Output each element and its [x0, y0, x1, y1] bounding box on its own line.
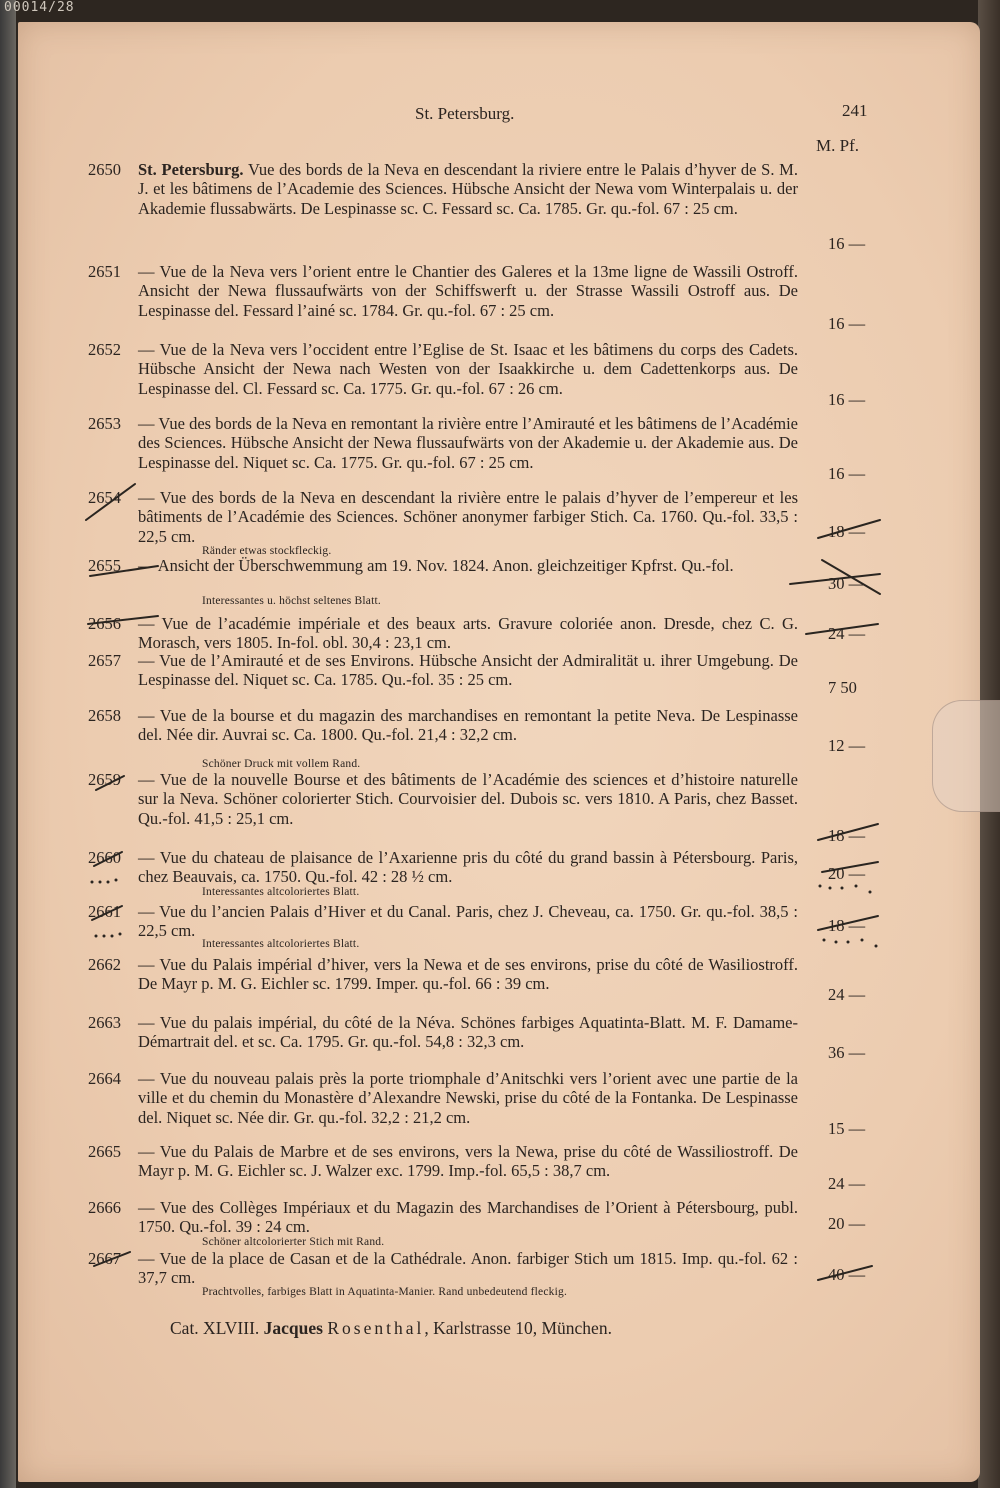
lot-price: 40 —	[828, 1265, 866, 1284]
lot-note: Schöner Druck mit vollem Rand.	[202, 758, 361, 770]
lot-note: Ränder etwas stockfleckig.	[202, 545, 332, 557]
lot-price: 24 —	[828, 624, 866, 643]
firm-last-name: Rosenthal	[327, 1318, 425, 1338]
lot-description: — Vue de la Neva vers l’orient entre le Chantier des Galeres et la 13me ligne de Wassili Ostroff. Ansicht der Newa flussaufwärts von der Schiffswerft u. der Strasse Wassili Ostroff aus. De Lespinasse del. Fessard l’ainé sc. 1784. Gr. qu.-fol. 67 : 25 cm.	[138, 262, 798, 320]
lot-number: 2656	[88, 614, 121, 633]
lot-note: Schöner altcolorierter Stich mit Rand.	[202, 1236, 385, 1248]
lot-price: 16 —	[828, 390, 866, 409]
lot-description: — Vue du Palais impérial d’hiver, vers la Newa et de ses environs, prise du côté de Wasiliostroff. De Mayr p. M. G. Eichler sc. 1799. Imper. qu.-fol. 66 : 39 cm.	[138, 955, 798, 994]
lot-number: 2658	[88, 706, 121, 725]
lot-description: — Vue du l’ancien Palais d’Hiver et du Canal. Paris, chez J. Cheveau, ca. 1750. Gr. qu.-fol. 38,5 : 22,5 cm.	[138, 902, 798, 941]
lot-number: 2665	[88, 1142, 121, 1161]
lot-description	[138, 160, 798, 218]
lot-price: 16 —	[828, 464, 866, 483]
lot-description: — Vue du palais impérial, du côté de la Néva. Schönes farbiges Aquatinta-Blatt. M. F. Damame-Démartrait del. et sc. Ca. 1795. Gr. qu.-fol. 54,8 : 32,3 cm.	[138, 1013, 798, 1052]
book-spine	[0, 0, 16, 1488]
lot-description: — Vue des Collèges Impériaux et du Magazin des Marchandises de l’Orient à Pétersbourg, publ. 1750. Qu.-fol. 39 : 24 cm.	[138, 1198, 798, 1237]
lot-price: 24 —	[828, 1174, 866, 1193]
lot-price: 18 —	[828, 916, 866, 935]
lot-price: 16 —	[828, 234, 866, 253]
lot-number: 2655	[88, 556, 121, 575]
lot-description: — Ansicht der Überschwemmung am 19. Nov. 1824. Anon. gleichzeitiger Kpfrst. Qu.-fol.	[138, 556, 734, 575]
lot-note: Interessantes u. höchst seltenes Blatt.	[202, 595, 381, 607]
lot-number: 2653	[88, 414, 121, 433]
lot-number: 2667	[88, 1249, 121, 1268]
lot-note: Interessantes altcoloriertes Blatt.	[202, 938, 360, 950]
lot-price: 15 —	[828, 1119, 866, 1138]
lot-description: — Vue de la nouvelle Bourse et des bâtiments de l’Académie des sciences et d’histoire naturelle sur la Neva. Schöner colorierter Stich. Courvoisier del. Dubois sc. vers 1810. A Paris, chez Basset. Qu.-fol. 41,5 : 25,1 cm.	[138, 770, 798, 828]
lot-number: 2650	[88, 160, 121, 179]
lot-text: Vue des bords de la Neva en descendant la riviere entre le Palais d’hyver de S. M. J. et les bâtimens de l’Academie des Sciences. Hübsche Ansicht der Newa vom Winterpalais u. der Akademie flussabwärts. De Lespinasse sc. C. Fessard sc. Ca. 1785. Gr. qu.-fol. 67 : 25 cm.	[138, 160, 798, 218]
lot-number: 2660	[88, 848, 121, 867]
lot-number: 2659	[88, 770, 121, 789]
lot-description: — Vue de la Neva vers l’occident entre l’Eglise de St. Isaac et les bâtimens du corps des Cadets. Hübsche Ansicht der Newa nach Westen von der Isaakkirche u. dem Cadettenkorps aus. De Lespinasse del. Cl. Fessard sc. Ca. 1775. Gr. qu.-fol. 67 : 26 cm.	[138, 340, 798, 398]
lot-note: Prachtvolles, farbiges Blatt in Aquatinta-Manier. Rand unbedeutend fleckig.	[202, 1286, 568, 1298]
lot-number: 2666	[88, 1198, 121, 1217]
lot-price: 20 —	[828, 1214, 866, 1233]
lot-number: 2654	[88, 488, 121, 507]
lot-number: 2664	[88, 1069, 121, 1088]
lot-price: 20 —	[828, 864, 866, 883]
firm-first-name: Jacques	[263, 1318, 323, 1338]
running-title: St. Petersburg.	[415, 104, 515, 123]
lot-description: — Vue du Palais de Marbre et de ses environs, vers la Newa, prise du côté de Wassiliostroff. De Mayr p. M. G. Eichler sc. J. Walzer exc. 1799. Imp.-fol. 65,5 : 38,7 cm.	[138, 1142, 798, 1181]
lot-number: 2661	[88, 902, 121, 921]
catalog-footer	[170, 1318, 612, 1339]
lot-price: 16 —	[828, 314, 866, 333]
plastic-page-clip	[932, 700, 1000, 812]
lot-number: 2651	[88, 262, 121, 281]
lot-note: Interessantes altcoloriertes Blatt.	[202, 886, 360, 898]
lot-number: 2662	[88, 955, 121, 974]
lot-number: 2652	[88, 340, 121, 359]
lot-description: — Vue des bords de la Neva en remontant la rivière entre l’Amirauté et les bâtimens de l’Académie des Sciences. Hübsche Ansicht der Newa flussaufwärts von der Akademie u. der Akademie aus. De Lespinasse del. Niquet sc. Ca. 1775. Gr. qu.-fol. 67 : 25 cm.	[138, 414, 798, 472]
lot-price: 7 50	[828, 678, 857, 697]
lot-price: 24 —	[828, 985, 866, 1004]
firm-address: , Karlstrasse 10, München.	[424, 1318, 612, 1338]
lot-price: 36 —	[828, 1043, 866, 1062]
lot-description: — Vue du chateau de plaisance de l’Axarienne pris du côté du grand bassin à Pétersbourg. Paris, chez Beauvais, ca. 1750. Qu.-fol. 42 : 28 ½ cm.	[138, 848, 798, 887]
lot-title: St. Petersburg.	[138, 160, 244, 179]
lot-description: — Vue du nouveau palais près la porte triomphale d’Anitschki vers l’orient avec une partie de la ville et du chemin du Monastère d’Alexandre Newski, prise du côté de la Fontanka. De Lespinasse del. Niquet sc. Née dir. Gr. qu.-fol. 32,2 : 21,2 cm.	[138, 1069, 798, 1127]
lot-price: 12 —	[828, 736, 866, 755]
lot-description: — Vue des bords de la Neva en descendant la rivière entre le palais d’hyver de l’empereur et les bâtiments de l’Académie des Sciences. Schöner anonymer farbiger Stich. Ca. 1760. Qu.-fol. 33,5 : 22,5 cm.	[138, 488, 798, 546]
lot-price: 18 —	[828, 522, 866, 541]
lot-price: 30 —	[828, 574, 866, 593]
scan-reference: 00014/28	[4, 0, 75, 15]
lot-description: — Vue de la bourse et du magazin des marchandises en remontant la petite Neva. De Lespinasse del. Née dir. Auvrai sc. Ca. 1800. Qu.-fol. 21,4 : 32,2 cm.	[138, 706, 798, 745]
currency-label: M. Pf.	[816, 136, 859, 155]
lot-description: — Vue de l’Amirauté et de ses Environs. Hübsche Ansicht der Admiralität u. ihrer Umgebung. De Lespinasse del. Niquet sc. Ca. 1785. Qu.-fol. 35 : 25 cm.	[138, 651, 798, 690]
lot-number: 2663	[88, 1013, 121, 1032]
lot-description: — Vue de la place de Casan et de la Cathédrale. Anon. farbiger Stich um 1815. Imp. qu.-fol. 62 : 37,7 cm.	[138, 1249, 798, 1288]
lot-number: 2657	[88, 651, 121, 670]
lot-description: — Vue de l’académie impériale et des beaux arts. Gravure coloriée anon. Dresde, chez C. G. Morasch, vers 1805. In-fol. obl. 30,4 : 23,1 cm.	[138, 614, 798, 653]
lot-price: 18 —	[828, 826, 866, 845]
page-number: 241	[842, 101, 868, 120]
catalog-number: Cat. XLVIII.	[170, 1318, 260, 1338]
